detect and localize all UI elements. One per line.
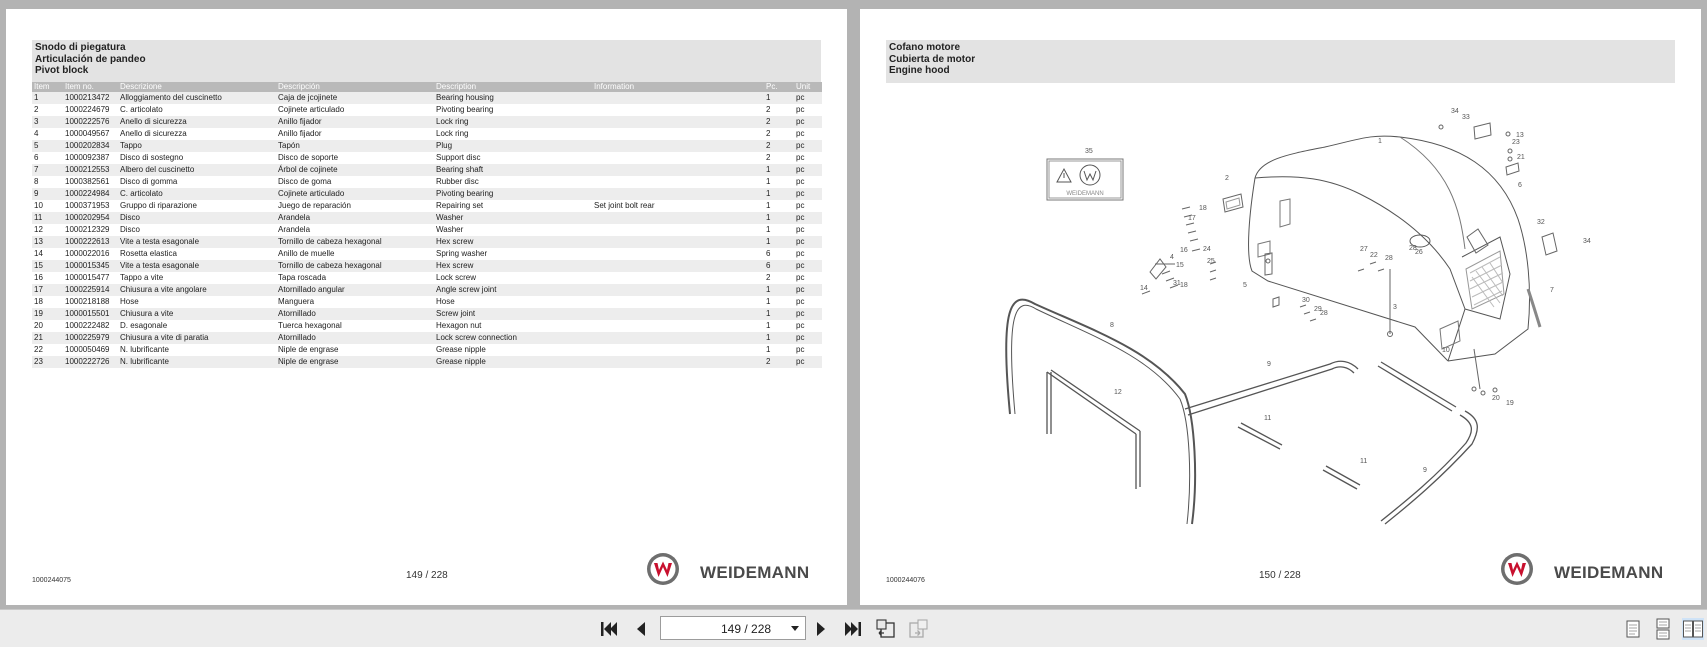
cell-descripcion: Anillo fijador (276, 116, 434, 128)
callout-21: 21 (1517, 154, 1525, 161)
cell-item-no: 1000213472 (63, 92, 118, 104)
cell-item: 13 (32, 236, 63, 248)
cell-description: Repairing set (436, 201, 484, 210)
cell-descrizione: Rosetta elastica (120, 249, 177, 258)
cell-pc: 1 (764, 212, 794, 224)
cell-item: 7 (32, 164, 63, 176)
cell-information (592, 176, 764, 188)
callout-6: 6 (1518, 182, 1522, 189)
callout-14: 14 (1140, 285, 1148, 292)
cell-pc: 1 (766, 225, 771, 234)
cell-descrizione: Albero del cuscinetto (118, 164, 276, 176)
cell-item: 2 (34, 105, 39, 114)
cell-unit: pc (796, 105, 805, 114)
cell-item-no: 1000092387 (65, 153, 110, 162)
cell-descrizione: C. articolato (120, 105, 163, 114)
callout-34: 34 (1583, 238, 1591, 245)
cell-unit: pc (794, 212, 822, 224)
callout-33: 33 (1462, 114, 1470, 121)
cell-pc: 2 (764, 140, 794, 152)
warning-sticker (1047, 159, 1123, 200)
cell-descrizione: Vite a testa esagonale (118, 260, 276, 272)
cell-information (592, 152, 764, 164)
prev-page-icon[interactable] (630, 618, 652, 640)
table-row (32, 200, 822, 212)
cell-description: Lock screw connection (434, 332, 592, 344)
last-page-icon[interactable] (842, 618, 864, 640)
first-page-icon[interactable] (598, 618, 620, 640)
table-row (32, 236, 822, 248)
cell-item: 4 (34, 129, 39, 138)
cell-descripcion: Tornillo de cabeza hexagonal (276, 260, 434, 272)
callout-9: 9 (1267, 361, 1271, 368)
cell-descripcion: Atornillado (276, 308, 434, 320)
cell-descrizione: N. lubrificante (118, 356, 276, 368)
cell-item-no: 1000225914 (63, 284, 118, 296)
cell-item: 14 (34, 249, 43, 258)
cell-descrizione: N. lubrificante (120, 345, 169, 354)
cell-unit: pc (794, 236, 822, 248)
cell-descripcion: Tapón (276, 140, 434, 152)
callout-10: 10 (1442, 347, 1450, 354)
cell-descrizione: Tappo a vite (120, 273, 164, 282)
cell-descrizione: Chiusura a vite (118, 308, 276, 320)
cell-descrizione: Disco di sostegno (120, 153, 184, 162)
cell-information (592, 320, 764, 332)
cell-descripcion: Disco de soporte (278, 153, 339, 162)
cell-item-no: 1000218188 (65, 297, 110, 306)
cell-item: 21 (32, 332, 63, 344)
cell-information (592, 128, 764, 140)
cell-description: Grease nipple (436, 345, 486, 354)
callout-4: 4 (1170, 254, 1174, 261)
cell-pc: 1 (764, 164, 794, 176)
cell-item-no: 1000224679 (65, 105, 110, 114)
cell-item: 16 (34, 273, 43, 282)
cell-information (592, 248, 764, 260)
cell-descrizione: D. esagonale (120, 321, 168, 330)
cell-unit: pc (796, 249, 805, 258)
cell-item-no: 1000050469 (65, 345, 110, 354)
weidemann-logo-icon (646, 552, 680, 586)
two-page-icon[interactable] (1682, 618, 1704, 640)
hood-body (1249, 136, 1530, 361)
callout-19: 19 (1506, 400, 1514, 407)
cell-item-no: 1000015477 (65, 273, 110, 282)
cell-descrizione: Vite a testa esagonale (118, 236, 276, 248)
chevron-down-icon[interactable] (791, 626, 799, 631)
cell-unit: pc (794, 92, 822, 104)
cell-pc: 2 (764, 356, 794, 368)
cell-information (592, 236, 764, 248)
brand-wordmark: WEIDEMANN (1554, 563, 1664, 582)
callout-12: 12 (1114, 389, 1122, 396)
cell-item: 3 (32, 116, 63, 128)
callout-27: 27 (1360, 246, 1368, 253)
col-header-item: Item (32, 82, 63, 92)
cell-information (592, 356, 764, 368)
table-row (32, 188, 822, 200)
viewer-toolbar (0, 609, 1707, 647)
cell-information (592, 296, 764, 308)
table-row (32, 128, 822, 140)
callout-5: 5 (1243, 282, 1247, 289)
cell-description: Hex screw (434, 236, 592, 248)
sticker-label: WEIDEMANN (1066, 191, 1104, 197)
callout-30: 30 (1302, 297, 1310, 304)
next-page-icon[interactable] (810, 618, 832, 640)
cell-unit: pc (794, 308, 822, 320)
callout-28: 28 (1409, 245, 1417, 252)
cell-descripcion: Árbol de cojinete (276, 164, 434, 176)
table-row (32, 92, 822, 104)
table-row (32, 104, 822, 116)
cell-unit: pc (796, 201, 805, 210)
cell-item: 6 (34, 153, 39, 162)
right-page (860, 9, 1701, 605)
cell-item-no: 1000212553 (63, 164, 118, 176)
cell-pc: 6 (766, 249, 771, 258)
cell-descripcion: Tuerca hexagonal (278, 321, 342, 330)
table-row (32, 212, 822, 224)
page-number: 149 / 228 (406, 570, 448, 581)
table-row (32, 284, 822, 296)
cell-pc: 1 (766, 177, 771, 186)
col-header-item-no: Item no. (63, 82, 118, 92)
cell-description: Plug (434, 140, 592, 152)
callout-26: 26 (1415, 249, 1423, 256)
cell-pc: 6 (764, 260, 794, 272)
cell-item: 22 (34, 345, 43, 354)
col-header-description: Description (434, 82, 592, 92)
brand-wordmark: WEIDEMANN (700, 563, 810, 582)
cell-pc: 2 (766, 129, 771, 138)
cell-unit: pc (796, 153, 805, 162)
callout-20: 20 (1492, 395, 1500, 402)
cell-descrizione: Disco (118, 212, 276, 224)
cell-description: Pivoting bearing (436, 105, 494, 114)
cell-item-no: 1000222576 (63, 116, 118, 128)
page-indicator-text: 149 / 228 (721, 622, 772, 636)
table-row (32, 320, 822, 332)
cell-item: 10 (34, 201, 43, 210)
table-row (32, 248, 822, 260)
cell-pc: 1 (764, 92, 794, 104)
cell-descripcion: Manguera (278, 297, 315, 306)
cell-information (592, 116, 764, 128)
callout-9: 9 (1423, 467, 1427, 474)
cell-unit: pc (794, 116, 822, 128)
cell-descripcion: Disco de goma (278, 177, 332, 186)
cell-unit: pc (794, 260, 822, 272)
cell-information (592, 164, 764, 176)
callout-23: 23 (1512, 139, 1520, 146)
title-english: Engine hood (889, 65, 950, 76)
cell-unit: pc (796, 297, 805, 306)
cell-item: 20 (34, 321, 43, 330)
table-row (32, 152, 822, 164)
cell-descripcion: Niple de engrase (278, 345, 339, 354)
cell-item: 18 (34, 297, 43, 306)
cell-description: Lock ring (436, 129, 469, 138)
col-header-pc: Pc. (764, 82, 794, 92)
cell-item-no: 1000222726 (63, 356, 118, 368)
cell-item-no: 1000382561 (65, 177, 110, 186)
callout-16: 16 (1180, 247, 1188, 254)
seal-strips (1006, 300, 1477, 524)
cell-description: Bearing housing (434, 92, 592, 104)
callout-25: 25 (1207, 258, 1215, 265)
cell-description: Spring washer (436, 249, 488, 258)
title-spanish: Articulación de pandeo (35, 53, 146, 65)
cell-pc: 1 (764, 236, 794, 248)
cell-description: Hex screw (434, 260, 592, 272)
cell-pc: 1 (766, 345, 771, 354)
back-view-icon[interactable] (875, 618, 897, 640)
table-row (32, 308, 822, 320)
cell-description: Bearing shaft (434, 164, 592, 176)
cell-pc: 1 (764, 284, 794, 296)
cell-information (592, 92, 764, 104)
table-row (32, 356, 822, 368)
cell-descrizione: Anello di sicurezza (120, 129, 187, 138)
cell-item-no: 1000371953 (65, 201, 110, 210)
cell-item: 5 (32, 140, 63, 152)
callout-15: 15 (1176, 262, 1184, 269)
callout-34: 34 (1451, 108, 1459, 115)
cell-item-no: 1000225979 (63, 332, 118, 344)
cell-pc: 1 (766, 201, 771, 210)
cell-description: Lock ring (434, 116, 592, 128)
page-title-box (32, 40, 821, 83)
title-italian: Snodo di piegatura (35, 42, 126, 53)
callout-3: 3 (1393, 304, 1397, 311)
table-row (32, 344, 822, 356)
weidemann-logo-icon (1500, 552, 1534, 586)
cell-item-no: 1000202954 (63, 212, 118, 224)
table-row (32, 224, 822, 236)
page-number: 150 / 228 (1259, 570, 1301, 581)
continuous-page-icon[interactable] (1652, 618, 1674, 640)
cell-pc: 1 (766, 321, 771, 330)
callout-35: 35 (1085, 148, 1093, 155)
cell-description: Angle screw joint (434, 284, 592, 296)
cell-descrizione: Chiusura a vite di paratia (118, 332, 276, 344)
cell-pc: 1 (766, 297, 771, 306)
title-english: Pivot block (35, 65, 89, 76)
cell-descrizione: Gruppo di riparazione (120, 201, 197, 210)
cell-descrizione: Disco di gomma (120, 177, 178, 186)
cell-unit: pc (794, 188, 822, 200)
cell-descripcion: Tornillo de cabeza hexagonal (276, 236, 434, 248)
cell-descripcion: Cojinete articulado (276, 188, 434, 200)
cell-pc: 1 (764, 332, 794, 344)
cell-description: Pivoting bearing (434, 188, 592, 200)
doc-number: 1000244076 (886, 577, 925, 584)
cell-information (592, 332, 764, 344)
cell-description: Screw joint (434, 308, 592, 320)
cell-descrizione: Chiusura a vite angolare (118, 284, 276, 296)
table-row (32, 260, 822, 272)
cell-unit: pc (794, 332, 822, 344)
callout-28: 28 (1385, 255, 1393, 262)
cell-item-no: 1000202834 (63, 140, 118, 152)
cell-description: Washer (436, 225, 464, 234)
cell-descrizione: C. articolato (118, 188, 276, 200)
engine-hood-exploded-drawing (860, 9, 1701, 549)
cell-pc: 2 (766, 273, 771, 282)
cell-description: Lock screw (436, 273, 477, 282)
cell-item-no: 1000015501 (63, 308, 118, 320)
cell-unit: pc (794, 356, 822, 368)
callout-7: 7 (1550, 287, 1554, 294)
cell-descrizione: Anello di sicurezza (118, 116, 276, 128)
cell-unit: pc (794, 140, 822, 152)
callout-13: 13 (1516, 132, 1524, 139)
cell-descripcion: Arandela (278, 225, 311, 234)
callout-17: 17 (1188, 215, 1196, 222)
title-spanish: Cubierta de motor (889, 53, 976, 65)
cell-descripcion: Anillo de muelle (278, 249, 335, 258)
callout-2: 2 (1225, 175, 1229, 182)
single-page-icon[interactable] (1622, 618, 1644, 640)
cell-pc: 2 (764, 116, 794, 128)
cell-item: 9 (32, 188, 63, 200)
cell-pc: 2 (766, 153, 771, 162)
cell-descripcion: Cojinete articulado (278, 105, 345, 114)
callout-28: 28 (1320, 310, 1328, 317)
table-row (32, 176, 822, 188)
cell-item-no: 1000212329 (65, 225, 110, 234)
cell-unit: pc (796, 321, 805, 330)
cell-unit: pc (796, 225, 805, 234)
parts-table (32, 82, 822, 368)
cell-information (592, 272, 764, 284)
callout-29: 29 (1314, 306, 1322, 313)
doc-number: 1000244075 (32, 577, 71, 584)
cell-item: 1 (32, 92, 63, 104)
cell-pc: 2 (766, 105, 771, 114)
table-row (32, 116, 822, 128)
cell-unit: pc (796, 177, 805, 186)
cell-information (592, 224, 764, 236)
cell-descrizione: Disco (120, 225, 141, 234)
callout-8: 8 (1110, 322, 1114, 329)
cell-information (592, 140, 764, 152)
cell-unit: pc (794, 284, 822, 296)
cell-description: Hexagon nut (436, 321, 482, 330)
cell-descrizione: Tappo (118, 140, 276, 152)
title-italian: Cofano motore (889, 42, 961, 53)
cell-information (592, 104, 764, 116)
parts-table-body (32, 92, 822, 368)
cell-description: Rubber disc (436, 177, 479, 186)
cell-item-no: 1000022016 (65, 249, 110, 258)
cell-unit: pc (794, 164, 822, 176)
callout-24: 24 (1203, 246, 1211, 253)
col-header-information: Information (592, 82, 764, 92)
page-selector[interactable] (660, 616, 806, 640)
callout-11: 11 (1264, 415, 1272, 422)
cell-description: Washer (434, 212, 592, 224)
callout-22: 22 (1370, 252, 1378, 259)
cell-descripcion: Niple de engrase (276, 356, 434, 368)
cell-unit: pc (796, 273, 805, 282)
col-header-descrizione: Descrizione (118, 82, 276, 92)
cell-descripcion: Atornillado (276, 332, 434, 344)
cell-information (592, 344, 764, 356)
cell-descripcion: Juego de reparación (278, 201, 351, 210)
cell-item-no: 1000049567 (65, 129, 110, 138)
cell-pc: 1 (764, 188, 794, 200)
callout-31: 31 (1173, 280, 1181, 287)
cell-descripcion: Tapa roscada (278, 273, 327, 282)
cell-item-no: 1000224984 (63, 188, 118, 200)
cell-item-no: 1000222613 (63, 236, 118, 248)
cell-information (592, 260, 764, 272)
cell-descripcion: Anillo fijador (278, 129, 322, 138)
cell-item: 17 (32, 284, 63, 296)
cell-item: 12 (34, 225, 43, 234)
cell-descrizione: Hose (120, 297, 139, 306)
callout-11: 11 (1360, 458, 1368, 465)
cell-descripcion: Arandela (276, 212, 434, 224)
cell-information (592, 284, 764, 296)
callout-32: 32 (1537, 219, 1545, 226)
cell-descripcion: Atornillado angular (276, 284, 434, 296)
col-header-descripcion: Descripción (276, 82, 434, 92)
table-row (32, 332, 822, 344)
cell-information: Set joint bolt rear (594, 201, 655, 210)
callout-labels (1085, 108, 1591, 474)
col-header-unit: Unit (794, 82, 822, 92)
cell-description: Hose (436, 297, 455, 306)
cell-pc: 1 (764, 308, 794, 320)
table-row (32, 140, 822, 152)
callout-1: 1 (1378, 138, 1382, 145)
cell-item: 15 (32, 260, 63, 272)
cell-description: Support disc (436, 153, 481, 162)
cell-item: 8 (34, 177, 39, 186)
table-header-row (32, 82, 822, 92)
table-row (32, 296, 822, 308)
cell-descrizione: Alloggiamento del cuscinetto (118, 92, 276, 104)
cell-description: Grease nipple (434, 356, 592, 368)
cell-unit: pc (796, 345, 805, 354)
left-page (6, 9, 847, 605)
table-row (32, 272, 822, 284)
forward-view-icon[interactable] (907, 618, 929, 640)
cell-descripcion: Caja de jcojinete (276, 92, 434, 104)
cell-unit: pc (796, 129, 805, 138)
cell-item: 23 (32, 356, 63, 368)
cell-information (592, 188, 764, 200)
callout-18: 18 (1180, 282, 1188, 289)
cell-item: 11 (32, 212, 63, 224)
cell-information (592, 212, 764, 224)
callout-18: 18 (1199, 205, 1207, 212)
cell-information (592, 308, 764, 320)
cell-item-no: 1000015345 (63, 260, 118, 272)
table-row (32, 164, 822, 176)
cell-item-no: 1000222482 (65, 321, 110, 330)
cell-item: 19 (32, 308, 63, 320)
